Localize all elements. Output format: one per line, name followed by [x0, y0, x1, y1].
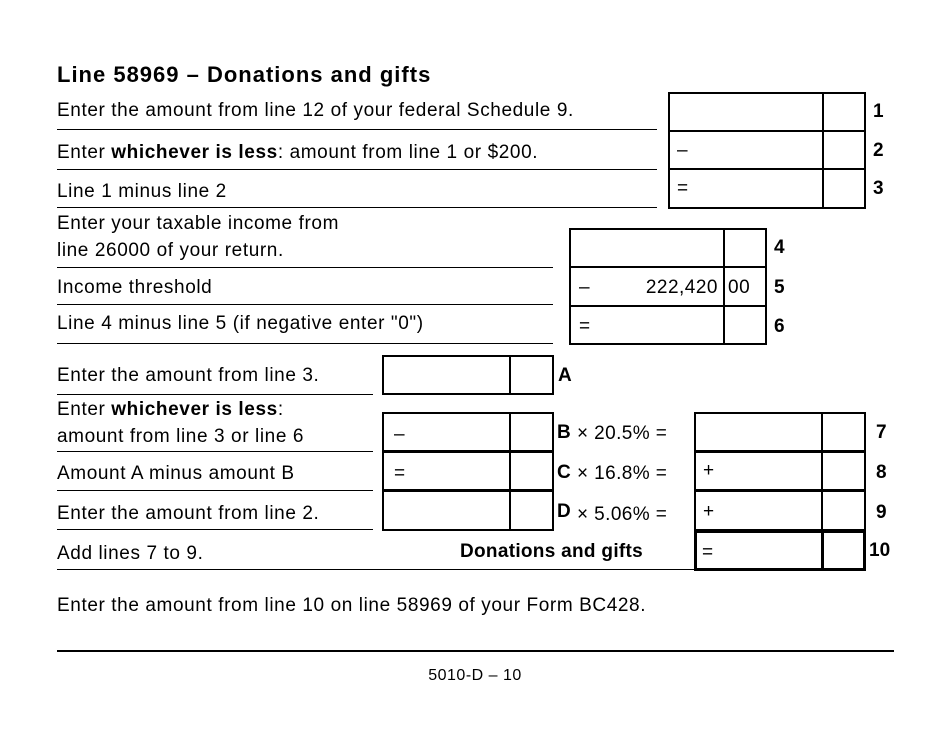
line-number-1: 1: [873, 101, 884, 122]
footer-divider: [57, 650, 894, 652]
minus-sign: –: [394, 424, 405, 445]
line-1-label: Enter the amount from line 12 of your federal Schedule 9.: [57, 100, 574, 121]
line-number-6: 6: [774, 316, 785, 337]
line-5-label: Income threshold: [57, 277, 213, 298]
equals-sign: =: [579, 316, 591, 337]
line-number-5: 5: [774, 277, 785, 298]
minus-sign: –: [677, 140, 688, 161]
line-6-amount-field[interactable]: [569, 305, 767, 345]
line-number-7: 7: [876, 422, 887, 443]
line-10-total-field[interactable]: [694, 530, 866, 571]
plus-sign: +: [703, 460, 715, 481]
letter-b: B: [557, 422, 571, 443]
line-a-rule: [57, 394, 373, 395]
line-6-label: Line 4 minus line 5 (if negative enter "0"): [57, 313, 424, 334]
threshold-cents: 00: [728, 277, 751, 298]
rate-b: × 20.5% =: [577, 423, 668, 444]
letter-d: D: [557, 501, 571, 522]
line-7-amount-field[interactable]: [694, 412, 866, 452]
line-10-label: Add lines 7 to 9.: [57, 543, 204, 564]
line-d-rule: [57, 529, 373, 530]
line-6-rule: [57, 343, 553, 344]
minus-sign: –: [579, 277, 590, 298]
line-1-rule: [57, 129, 657, 130]
equals-sign: =: [702, 542, 714, 563]
line-10-rule: [57, 569, 697, 570]
line-2-label: Enter whichever is less: amount from line 1 or $200.: [57, 142, 539, 163]
rate-d: × 5.06% =: [577, 504, 668, 525]
line-8-amount-field[interactable]: [694, 451, 866, 491]
line-4-label-b: line 26000 of your return.: [57, 240, 284, 261]
amount-b-field[interactable]: [382, 412, 554, 452]
line-b-rule: [57, 451, 373, 452]
line-3-rule: [57, 207, 657, 208]
line-a-label: Enter the amount from line 3.: [57, 365, 320, 386]
letter-a: A: [558, 365, 572, 386]
line-2-rule: [57, 169, 657, 170]
line-9-amount-field[interactable]: [694, 490, 866, 531]
line-b-label-b: amount from line 3 or line 6: [57, 426, 305, 447]
amount-a-field[interactable]: [382, 355, 554, 395]
line-number-10: 10: [869, 540, 891, 561]
line-c-label: Amount A minus amount B: [57, 463, 295, 484]
line-2-amount-field[interactable]: [668, 130, 866, 170]
page-number: 5010-D – 10: [428, 667, 522, 684]
donations-total-label: Donations and gifts: [460, 541, 644, 562]
line-b-label-a: Enter whichever is less:: [57, 399, 284, 420]
amount-d-field[interactable]: [382, 490, 554, 531]
line-1-amount-field[interactable]: [668, 92, 866, 132]
line-number-2: 2: [873, 140, 884, 161]
section-title: Line 58969 – Donations and gifts: [57, 62, 432, 87]
line-number-8: 8: [876, 462, 887, 483]
letter-c: C: [557, 462, 571, 483]
amount-c-field[interactable]: [382, 451, 554, 491]
line-number-3: 3: [873, 178, 884, 199]
line-number-9: 9: [876, 502, 887, 523]
line-3-amount-field[interactable]: [668, 168, 866, 209]
plus-sign: +: [703, 501, 715, 522]
rate-c: × 16.8% =: [577, 463, 668, 484]
equals-sign: =: [394, 463, 406, 484]
line-c-rule: [57, 490, 373, 491]
line-number-4: 4: [774, 237, 785, 258]
line-4-amount-field[interactable]: [569, 228, 767, 268]
instruction-note: Enter the amount from line 10 on line 58969 of your Form BC428.: [57, 595, 647, 616]
equals-sign: =: [677, 178, 689, 199]
line-4-rule: [57, 267, 553, 268]
line-3-label: Line 1 minus line 2: [57, 181, 227, 202]
line-4-label-a: Enter your taxable income from: [57, 213, 340, 234]
threshold-dollars: 222,420: [645, 277, 718, 298]
line-d-label: Enter the amount from line 2.: [57, 503, 320, 524]
line-5-amount-field: [569, 266, 767, 307]
line-5-rule: [57, 304, 553, 305]
